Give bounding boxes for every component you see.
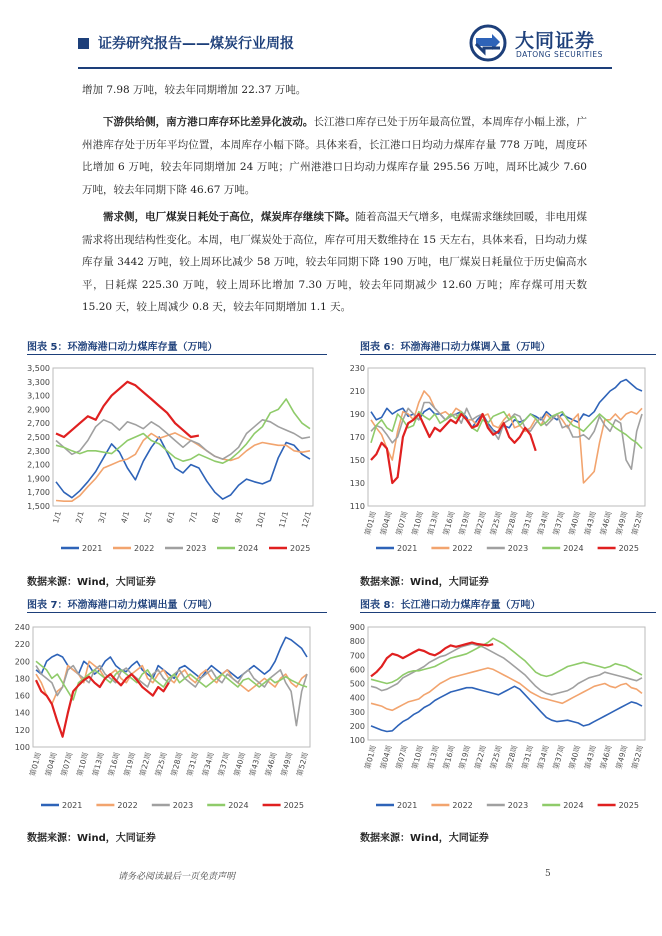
x-tick-label: 3/1 (96, 510, 109, 525)
y-tick-label: 200 (349, 721, 365, 731)
x-tick-label: 第46周 (598, 744, 614, 771)
x-tick-label: 第52周 (629, 510, 645, 537)
figure-5-rule (27, 354, 327, 355)
x-tick-label: 第10周 (410, 744, 426, 771)
x-tick-label: 第13周 (425, 744, 441, 771)
x-tick-label: 7/1 (187, 510, 200, 525)
x-tick-label: 第13周 (90, 751, 106, 778)
x-tick-label: 第07周 (394, 744, 410, 771)
x-tick-label: 第25周 (488, 744, 504, 771)
figure-7-rule (27, 612, 327, 613)
x-tick-label: 第25周 (153, 751, 169, 778)
legend-label: 2024 (228, 801, 249, 810)
paragraph-0-text: 增加 7.98 万吨，较去年同期增加 22.37 万吨。 (82, 84, 307, 96)
y-tick-label: 230 (349, 364, 365, 373)
series-line-2025 (56, 382, 199, 437)
x-tick-label: 第40周 (232, 751, 248, 778)
x-tick-label: 11/1 (277, 510, 291, 529)
chart-yangtze-inventory (340, 617, 660, 817)
y-tick-label: 1,500 (27, 502, 50, 511)
x-tick-label: 12/1 (299, 510, 313, 529)
series-line-2021 (371, 686, 642, 731)
series-line-2023 (36, 666, 307, 726)
paragraph-2 (82, 206, 587, 319)
y-tick-label: 1,700 (27, 488, 50, 498)
y-tick-label: 160 (14, 691, 30, 701)
y-tick-label: 900 (349, 623, 365, 632)
x-tick-label: 第13周 (425, 510, 441, 537)
y-tick-label: 2,300 (27, 446, 50, 456)
chart-bohai-inventory (15, 358, 320, 563)
paragraph-2-text: 随着高温天气增多，电煤需求继续回暖，非电用煤需求将出现结构性变化。本周，电厂煤炭处于高位，库存可用天数维持在 15 天左右，具体来看，日均动力煤库存量 3442 万吨，较上周环比减少 58 万吨，较去年同期下降 190 万吨，电厂煤炭日耗量位于历史偏高水平，日耗煤 225.30 万吨，较上周环比增加 7.30 万吨，较去年同期减少 12.60 万吨；库存煤可用天数 15.20 天，较上周减少 0.8 天，较去年同期增加 1.1 天。 (82, 211, 588, 314)
source-figure-7: 数据来源：Wind，大同证券 (27, 833, 156, 844)
logo-name: 大同证券 (515, 30, 596, 52)
footer-disclaimer: 请务必阅读最后一页免责声明 (118, 872, 236, 882)
x-tick-label: 第52周 (294, 751, 310, 778)
y-tick-label: 3,100 (27, 391, 50, 401)
x-tick-label: 第43周 (582, 510, 598, 537)
x-tick-label: 第10周 (410, 510, 426, 537)
x-tick-label: 10/1 (254, 510, 268, 529)
y-tick-label: 300 (349, 707, 365, 717)
x-tick-label: 第22周 (137, 751, 153, 778)
x-tick-label: 第28周 (504, 744, 520, 771)
paragraph-2-lead: 需求侧，电厂煤炭日耗处于高位，煤炭库存继续下降。 (103, 211, 356, 223)
legend-label: 2025 (618, 544, 639, 553)
series-line-2022 (56, 433, 310, 501)
x-tick-label: 第34周 (200, 751, 216, 778)
y-tick-label: 600 (349, 665, 365, 675)
logo-subtitle: DATONG SECURITIES (516, 50, 603, 59)
legend-label: 2021 (62, 801, 83, 810)
y-tick-label: 200 (14, 657, 30, 667)
x-tick-label: 第31周 (519, 510, 535, 537)
x-tick-label: 第19周 (457, 510, 473, 537)
chart-bohai-outflow (5, 617, 320, 817)
figure-8-title: 图表 8：长江港口动力煤库存量（万吨） (360, 600, 541, 611)
y-tick-label: 240 (14, 623, 30, 632)
y-tick-label: 100 (14, 743, 30, 752)
x-tick-label: 第16周 (441, 744, 457, 771)
y-tick-label: 1,900 (27, 474, 50, 484)
figure-7-title: 图表 7：环渤海港口动力煤调出量（万吨） (27, 600, 218, 611)
y-tick-label: 190 (349, 410, 365, 419)
y-tick-label: 220 (14, 640, 30, 650)
x-tick-label: 第37周 (551, 744, 567, 771)
y-tick-label: 700 (349, 651, 365, 661)
chart-bohai-inflow (340, 358, 660, 563)
x-tick-label: 第25周 (488, 510, 504, 537)
x-tick-label: 第19周 (122, 751, 138, 778)
x-tick-label: 第31周 (519, 744, 535, 771)
x-tick-label: 第49周 (279, 751, 295, 778)
y-tick-label: 500 (349, 679, 365, 689)
legend-label: 2025 (618, 801, 639, 810)
legend-label: 2021 (397, 801, 418, 810)
y-tick-label: 400 (349, 693, 365, 703)
legend-label: 2022 (117, 801, 138, 810)
source-figure-6: 数据来源：Wind，大同证券 (360, 577, 489, 588)
y-tick-label: 2,700 (27, 419, 50, 429)
legend-label: 2025 (283, 801, 304, 810)
source-figure-5: 数据来源：Wind，大同证券 (27, 577, 156, 588)
figure-8-rule (360, 612, 656, 613)
y-tick-label: 180 (14, 674, 30, 684)
y-tick-label: 100 (349, 736, 365, 745)
x-tick-label: 8/1 (210, 510, 223, 525)
y-tick-label: 2,100 (27, 460, 50, 470)
y-tick-label: 2,500 (27, 433, 50, 442)
y-tick-label: 210 (349, 387, 365, 396)
x-tick-label: 第16周 (106, 751, 122, 778)
x-tick-label: 第04周 (378, 510, 394, 537)
x-tick-label: 6/1 (164, 510, 177, 525)
page-number: 5 (545, 869, 551, 879)
y-tick-label: 110 (349, 502, 365, 511)
x-tick-label: 5/1 (142, 510, 154, 525)
x-tick-label: 第46周 (598, 510, 614, 537)
legend-label: 2023 (172, 801, 194, 810)
x-tick-label: 第40周 (567, 744, 583, 771)
legend-label: 2021 (397, 544, 418, 553)
x-tick-label: 第07周 (394, 510, 410, 537)
source-figure-8: 数据来源：Wind，大同证券 (360, 833, 489, 844)
figure-5-title: 图表 5：环渤海港口动力煤库存量（万吨） (27, 342, 218, 353)
x-tick-label: 第34周 (535, 510, 551, 537)
paragraph-1-text: 长江港口库存已处于历年最高位置，本周库存小幅上涨，广州港库存处于历年平均位置，本周库存小幅下降。具体来看，长江港口日均动力煤库存量 778 万吨，周度环比增加 6 万吨，较去年同期增加 24 万吨；广州港港口日均动力煤库存量 295.56 万吨，周环比减少 7.60 万吨，较去年同期下降 46.67 万吨。 (82, 116, 588, 196)
x-tick-label: 第52周 (629, 744, 645, 771)
paragraph-1 (82, 111, 587, 201)
header-square-icon (78, 38, 89, 49)
x-tick-label: 第43周 (247, 751, 263, 778)
x-tick-label: 第19周 (457, 744, 473, 771)
legend-label: 2022 (134, 544, 155, 553)
figure-6-rule (360, 354, 656, 355)
legend-label: 2021 (82, 544, 103, 553)
x-tick-label: 第40周 (567, 510, 583, 537)
y-tick-label: 3,500 (27, 364, 50, 373)
x-tick-label: 第31周 (184, 751, 200, 778)
x-tick-label: 第16周 (441, 510, 457, 537)
x-tick-label: 第01周 (362, 510, 378, 537)
x-tick-label: 1/1 (51, 510, 63, 525)
x-tick-label: 第49周 (614, 744, 630, 771)
legend-label: 2022 (452, 544, 473, 553)
legend-label: 2022 (452, 801, 473, 810)
legend-label: 2024 (238, 544, 259, 553)
x-tick-label: 第37周 (551, 510, 567, 537)
x-tick-label: 第37周 (216, 751, 232, 778)
legend-label: 2024 (563, 544, 584, 553)
x-tick-label: 第10周 (75, 751, 91, 778)
y-tick-label: 170 (349, 433, 365, 442)
plot-area (33, 627, 310, 747)
x-tick-label: 第01周 (362, 744, 378, 771)
series-line-2023 (56, 420, 310, 459)
plot-area (368, 368, 645, 506)
x-tick-label: 第22周 (472, 744, 488, 771)
x-tick-label: 第28周 (169, 751, 185, 778)
legend-label: 2025 (290, 544, 311, 553)
legend-label: 2024 (563, 801, 584, 810)
y-tick-label: 140 (14, 708, 30, 718)
x-tick-label: 第22周 (472, 510, 488, 537)
x-tick-label: 4/1 (119, 510, 132, 525)
x-tick-label: 第43周 (582, 744, 598, 771)
header-title: 证券研究报告——煤炭行业周报 (98, 36, 294, 52)
x-tick-label: 第04周 (378, 744, 394, 771)
y-tick-label: 150 (349, 456, 365, 465)
x-tick-label: 第49周 (614, 510, 630, 537)
paragraph-0 (82, 79, 587, 102)
x-tick-label: 第34周 (535, 744, 551, 771)
series-line-2023 (371, 644, 642, 695)
x-tick-label: 第28周 (504, 510, 520, 537)
x-tick-label: 第46周 (263, 751, 279, 778)
x-tick-label: 第04周 (43, 751, 59, 778)
series-line-2022 (371, 391, 642, 483)
y-tick-label: 130 (349, 479, 365, 488)
y-tick-label: 120 (14, 725, 30, 735)
x-tick-label: 第07周 (59, 751, 75, 778)
x-tick-label: 第01周 (27, 751, 43, 778)
x-tick-label: 9/1 (232, 510, 245, 525)
x-tick-label: 2/1 (73, 510, 86, 525)
y-tick-label: 2,900 (27, 405, 50, 415)
y-tick-label: 800 (349, 637, 365, 647)
paragraph-1-lead: 下游供给侧，南方港口库存环比差异化波动。 (103, 116, 314, 128)
legend-label: 2023 (186, 544, 207, 553)
y-tick-label: 3,300 (27, 377, 50, 387)
series-line-2021 (371, 380, 642, 434)
datong-logo-icon (466, 24, 510, 62)
figure-6-title: 图表 6：环渤海港口动力煤调入量（万吨） (360, 342, 551, 353)
header-rule (78, 67, 612, 69)
page-header (0, 0, 662, 70)
legend-label: 2023 (507, 801, 529, 810)
legend-label: 2023 (507, 544, 529, 553)
